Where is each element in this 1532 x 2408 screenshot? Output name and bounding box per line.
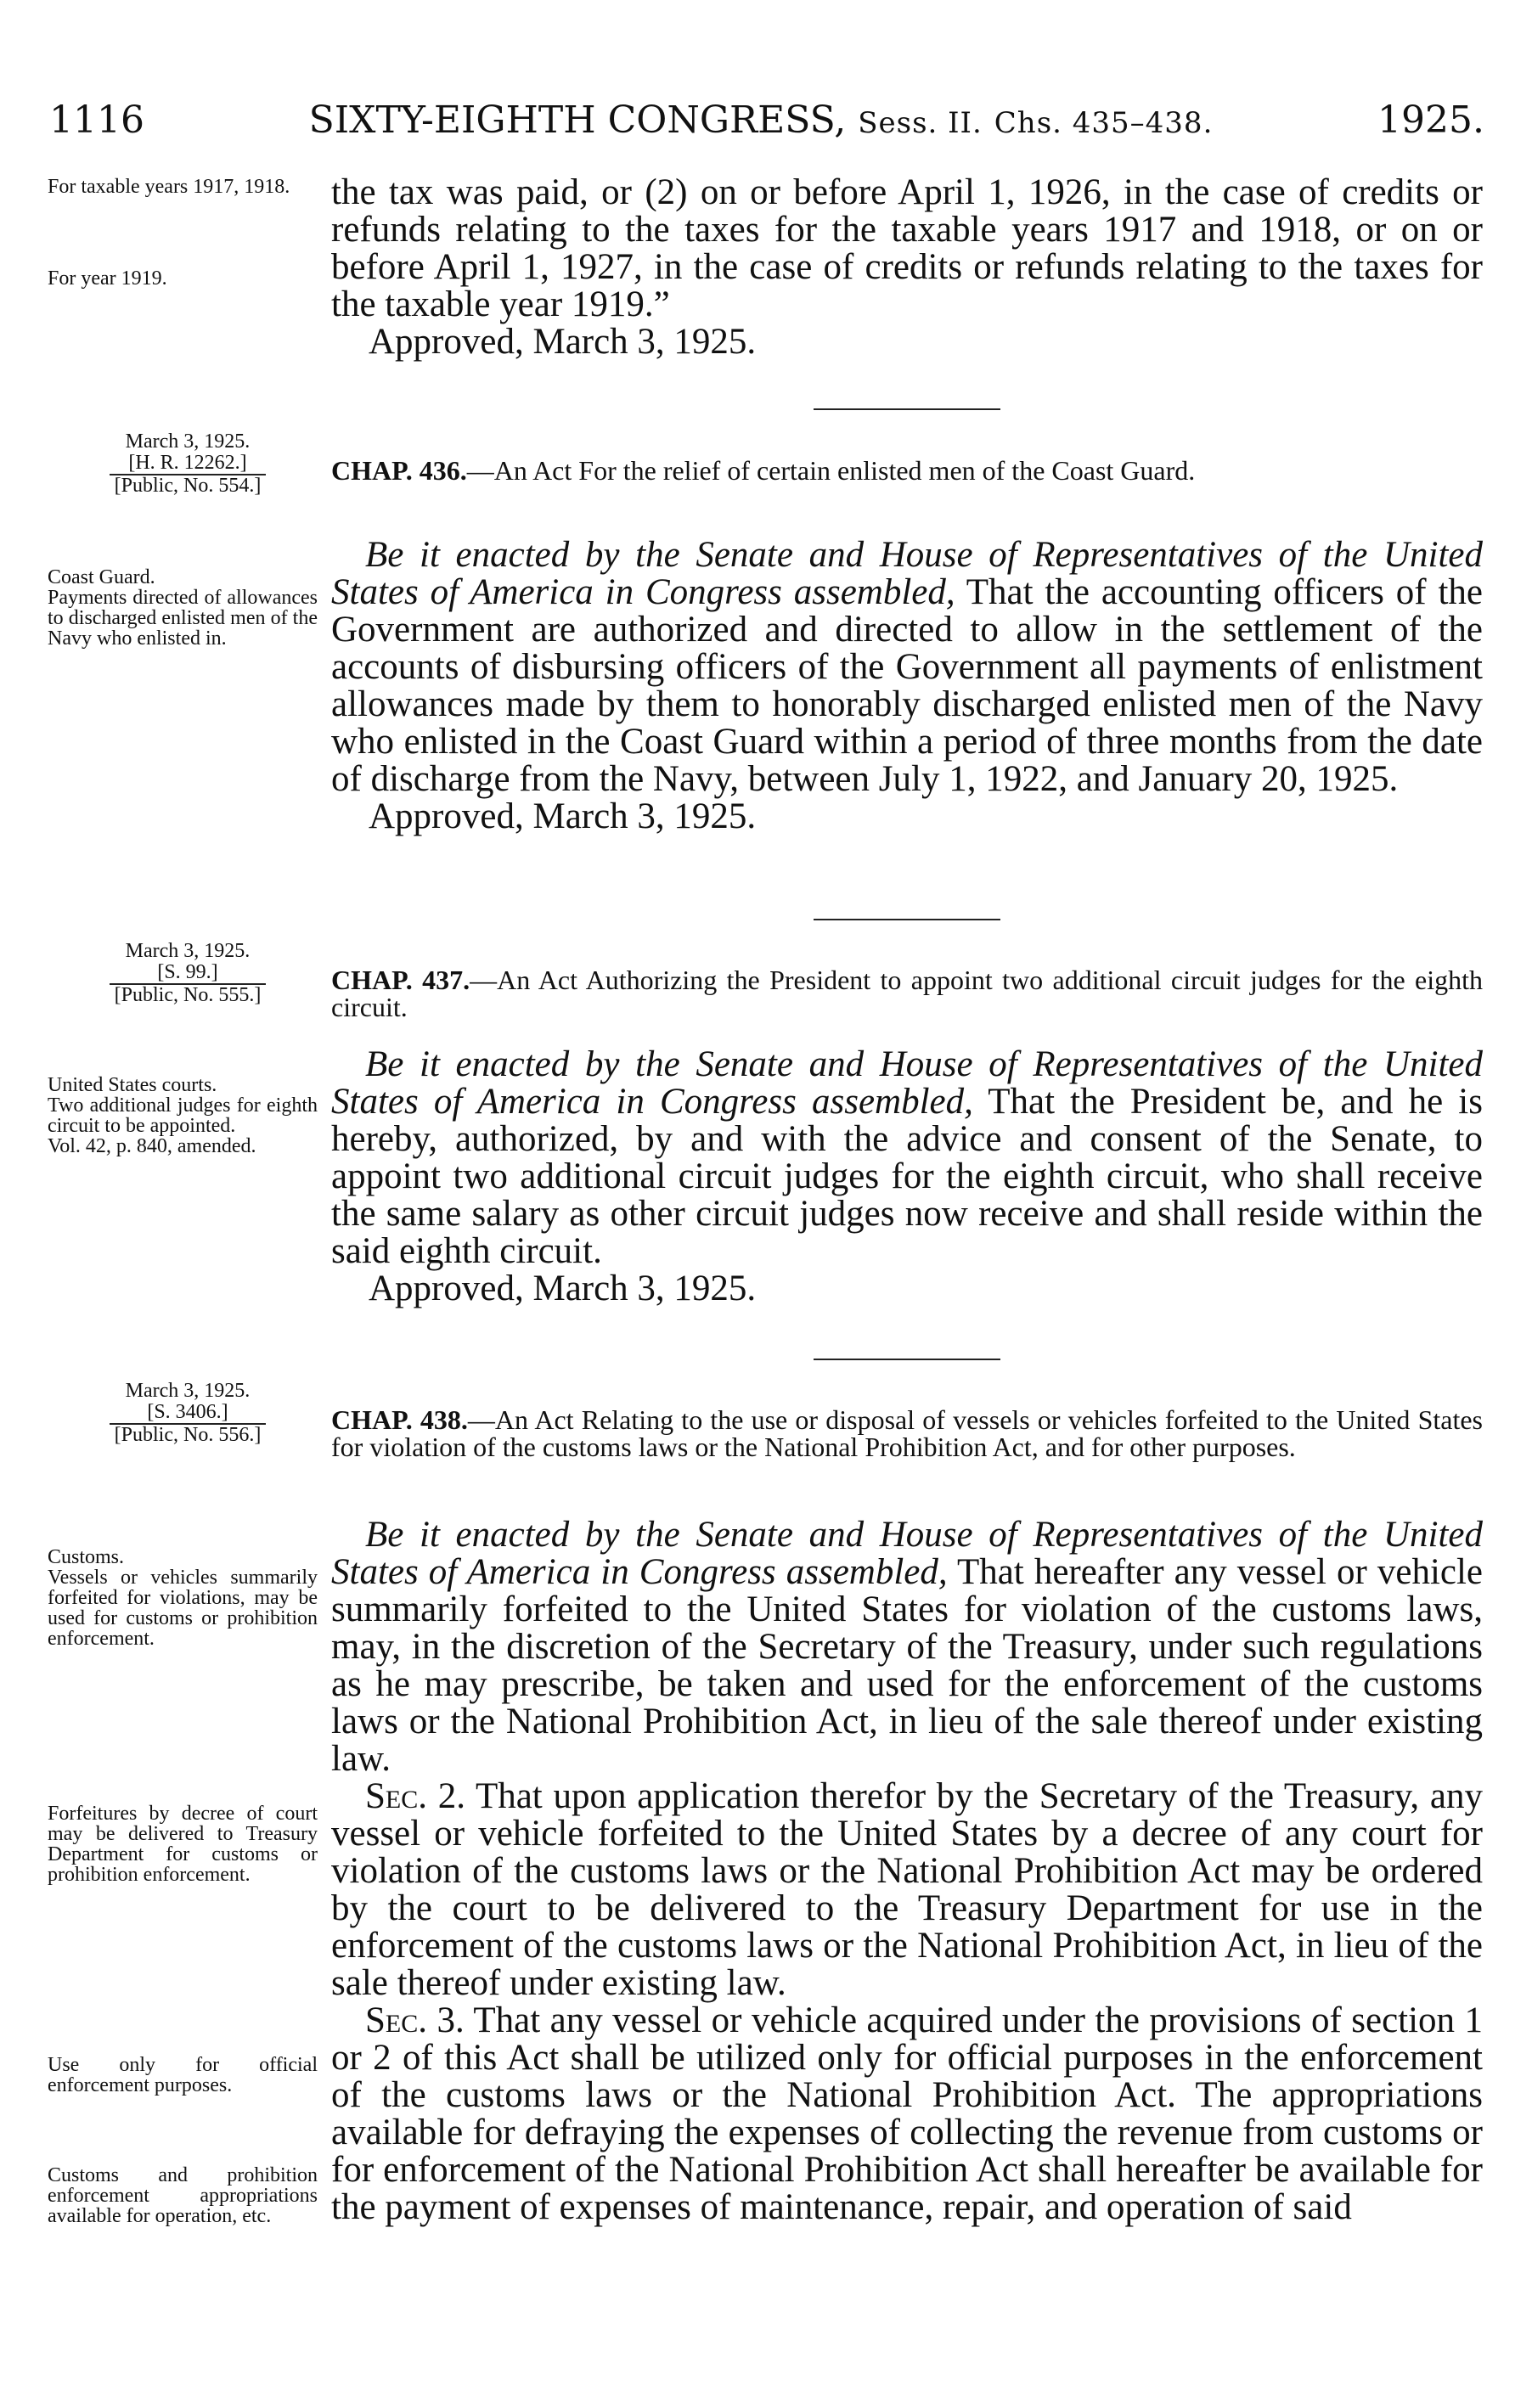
section-3: Sec. 3. That any vessel or vehicle acquired under the provisions of section 1 or 2 of this Act shall be utilized only for official purposes in the enforcement of the customs laws or the National Prohibition Act. The appropriations available for defraying the expenses of collecting the revenue from customs or for enforcement of the National Prohibition Act shall hereafter be available for the payment of expenses of maintenance, repair, and operation of said <box>331 2000 1483 2227</box>
section-divider <box>814 919 1000 920</box>
chap437-bill: [S. 99.] <box>157 961 218 983</box>
enacting-clause: Be it enacted by the Senate and House of Representatives of the United States of America in Congress assembled, <box>331 1044 1483 1122</box>
chap437-margin-ref: Vol. 42, p. 840, amended. <box>48 1135 256 1157</box>
approval-line: Approved, March 3, 1925. <box>369 1269 757 1308</box>
chap436-public-number: [Public, No. 554.] <box>110 474 267 497</box>
page-number: 1116 <box>49 98 144 142</box>
running-header <box>49 95 1484 146</box>
chap438-public-number: [Public, No. 556.] <box>110 1423 267 1446</box>
header-session: Sess. II. <box>858 106 983 140</box>
margin-note-taxable-years: For taxable years 1917, 1918. <box>48 176 290 198</box>
chap436-heading: CHAP. 436.—An Act For the relief of certain enlisted men of the Coast Guard. <box>331 455 1196 486</box>
chap436-margin-title: Coast Guard. <box>48 566 155 588</box>
enacting-clause: Be it enacted by the Senate and House of Representatives of the United States of America in Congress assembled, <box>331 535 1483 612</box>
chap438-margin-note-2: Forfeitures by decree of court may be delivered to Treasury Department for customs or prohibition enforcement. <box>48 1803 318 1886</box>
header-congress: SIXTY-EIGHTH CONGRESS, Sess. II. Chs. 435–438. <box>308 98 1214 142</box>
header-chapters: Chs. 435–438. <box>994 106 1214 140</box>
section-divider <box>814 1359 1000 1360</box>
chap437-margin <box>48 1075 318 1156</box>
chap438-date: March 3, 1925. <box>125 1380 251 1402</box>
approval-line: Approved, March 3, 1925. <box>369 322 757 362</box>
chap437-public-number: [Public, No. 555.] <box>110 983 267 1006</box>
margin-note-year-1919: For year 1919. <box>48 267 167 290</box>
header-year: 1925. <box>1377 98 1484 142</box>
continuation-text: the tax was paid, or (2) on or before April 1, 1926, in the case of credits or refunds relating to the taxes for the taxable years 1917 and 1918, or on or before April 1, 1927, in the case of credits or refunds relating to the taxes for the taxable year 1919.” Approved, March 3, 1925. <box>331 172 1483 362</box>
chap438-bill: [S. 3406.] <box>147 1401 228 1423</box>
chap437-body: Be it enacted by the Senate and House of Representatives of the United States of America in Congress assembled, That the President be, and he is hereby, authorized, by and with the advice and consent of the Senate, to appoint two additional circuit judges for the eighth circuit, who shall receive the same salary as other circuit judges now receive and shall reside within the said eighth circuit. Approved, March 3, 1925. <box>331 1044 1483 1308</box>
enacting-clause: Be it enacted by the Senate and House of Representatives of the United States of America in Congress assembled, <box>331 1515 1483 1592</box>
chap436-body: Be it enacted by the Senate and House of Representatives of the United States of America in Congress assembled, That the accounting officers of the Government are authorized and directed to allow in the settlement of the accounts of disbursing officers of the Government all payments of enlistment allowances made by them to honorably discharged enlisted men of the Navy who enlisted in the Coast Guard within a period of three months from the date of discharge from the Navy, between July 1, 1922, and January 20, 1925. Approved, March 3, 1925. <box>331 535 1483 836</box>
section-divider <box>814 408 1000 410</box>
chap436-bill: [H. R. 12262.] <box>128 452 247 474</box>
chap438-body: Be it enacted by the Senate and House of Representatives of the United States of America in Congress assembled, That hereafter any vessel or vehicle summarily forfeited to the United States for violation of the customs laws, may, in the discretion of the Secretary of the Treasury, under such regulations as he may prescribe, be taken and used for the enforcement of the customs laws or the National Prohibition Act, in lieu of the sale thereof under existing law. Sec. 2. That upon application therefor by the Secretary of the Treasury, any vessel or vehicle forfeited to the United States by a decree of any court for violation of the customs laws or the National Prohibition Act may be ordered by the court to be delivered to the Treasury Department for use in the enforcement of the customs laws or the National Prohibition Act, in lieu of the sale thereof under existing law. Sec. 3. That any vessel or vehicle acquired under the provisions of section 1 or 2 of this Act shall be utilized only for official purposes in the enforcement of the customs laws or the National Prohibition Act. The appropriations available for defraying the expenses of collecting the revenue from customs or for enforcement of the National Prohibition Act shall hereafter be available for the payment of expenses of maintenance, repair, and operation of said <box>331 1515 1484 2227</box>
chap437-margin-note: Two additional judges for eighth circuit to be appointed. <box>48 1094 318 1137</box>
chap438-margin-1 <box>48 1547 318 1649</box>
chap437-heading: CHAP. 437.—An Act Authorizing the President to appoint two additional circuit judges for the eighth circuit. <box>331 965 1484 1022</box>
chap436-margin <box>48 567 318 649</box>
chap436-meta <box>48 431 328 497</box>
chap438-margin-title: Customs. <box>48 1546 125 1568</box>
chap438-heading: CHAP. 438.—An Act Relating to the use or disposal of vessels or vehicles forfeited to the United States for violation of the customs laws or the National Prohibition Act, and for other purposes. <box>331 1404 1484 1462</box>
approval-line: Approved, March 3, 1925. <box>369 796 757 836</box>
chap436-date: March 3, 1925. <box>125 430 251 453</box>
chap438-margin-note-4: Customs and prohibition enforcement appropriations available for operation, etc. <box>48 2164 318 2227</box>
chap438-meta <box>48 1381 328 1446</box>
chap437-date: March 3, 1925. <box>125 940 251 962</box>
section-2: Sec. 2. That upon application therefor by the Secretary of the Treasury, any vessel or vehicle forfeited to the United States by a decree of any court for violation of the customs laws or the National Prohibition Act may be ordered by the court to be delivered to the Treasury Department for use in the enforcement of the customs laws or the National Prohibition Act, in lieu of the sale thereof under existing law. <box>331 1776 1483 2003</box>
chap438-margin-note-1: Vessels or vehicles summarily forfeited for violations, may be used for customs or prohibition enforcement. <box>48 1567 318 1650</box>
chap437-meta <box>48 941 328 1006</box>
chap436-margin-note: Payments directed of allowances to discharged enlisted men of the Navy who enlisted in. <box>48 587 318 650</box>
chap438-margin-note-3: Use only for official enforcement purposes. <box>48 2054 318 2096</box>
chap437-margin-title: United States courts. <box>48 1074 217 1096</box>
